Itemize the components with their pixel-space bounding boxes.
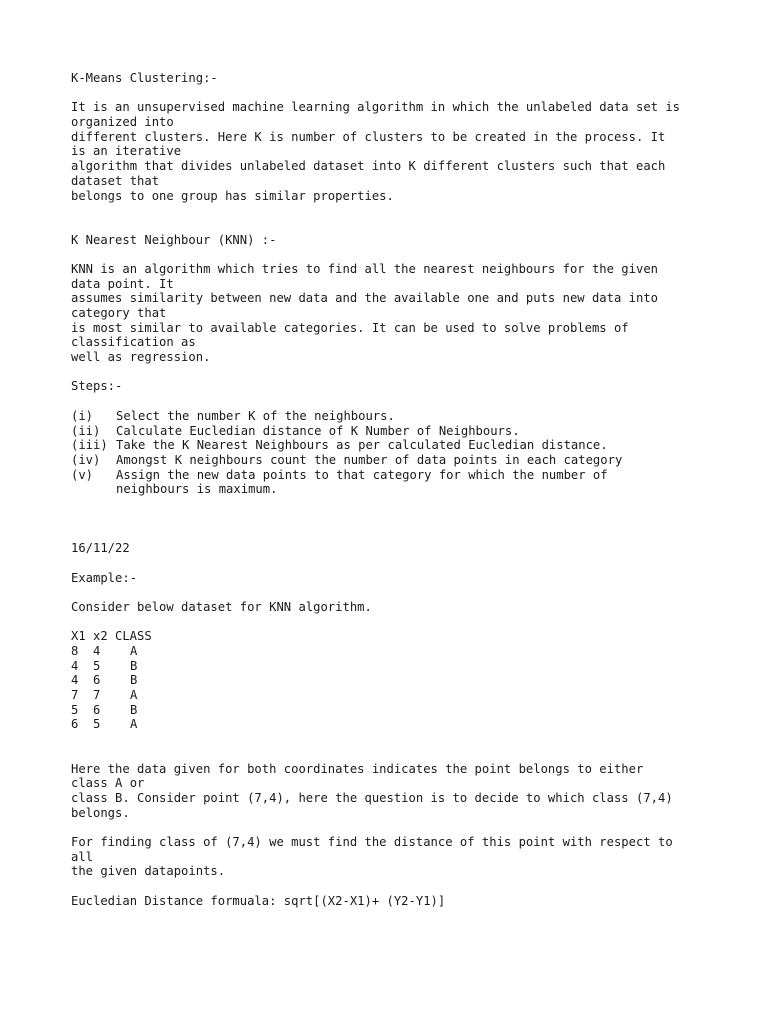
kmeans-paragraph — [71, 100, 711, 203]
table-cell: 6 — [93, 702, 101, 717]
step-item-continuation — [71, 482, 711, 497]
step-number: (i) — [71, 408, 94, 423]
example-paragraph-distance — [71, 835, 711, 879]
table-cell: A — [130, 643, 138, 658]
table-cell: B — [130, 702, 138, 717]
example-paragraph-classes — [71, 762, 711, 821]
table-cell: A — [130, 717, 138, 732]
knn-line: category that — [71, 306, 167, 321]
table-cell: 5 — [93, 717, 101, 732]
table-row — [71, 673, 711, 688]
knn-paragraph — [71, 262, 711, 365]
step-item — [71, 468, 711, 483]
example-line: class B. Consider point (7,4), here the question is to decide to which class (7,4) — [71, 790, 673, 805]
kmeans-line: belongs to one group has similar properties. — [71, 188, 394, 203]
step-item — [71, 424, 711, 439]
kmeans-line: It is an unsupervised machine learning algorithm in which the unlabeled data set is — [71, 100, 681, 115]
kmeans-line: is an iterative — [71, 144, 182, 159]
table-cell: 7 — [93, 688, 101, 703]
step-item — [71, 453, 711, 468]
step-number: (v) — [71, 467, 94, 482]
table-cell: 7 — [71, 688, 79, 703]
example-line: belongs. — [71, 805, 130, 820]
table-cell: B — [130, 673, 138, 688]
step-item — [71, 409, 711, 424]
knn-heading: K Nearest Neighbour (KNN) :- — [71, 232, 277, 247]
date-label: 16/11/22 — [71, 541, 130, 556]
table-cell: 5 — [93, 658, 101, 673]
table-header-cell: CLASS — [115, 629, 152, 644]
example-line: the given datapoints. — [71, 864, 226, 879]
table-row — [71, 644, 711, 659]
step-text: Calculate Eucledian distance of K Number of Neighbours. — [116, 423, 520, 438]
example-line: For finding class of (7,4) we must find the distance of this point with respect to — [71, 835, 673, 850]
steps-heading: Steps:- — [71, 379, 123, 394]
table-header-row — [71, 629, 711, 644]
example-line: class A or — [71, 776, 145, 791]
table-row — [71, 703, 711, 718]
table-cell: 4 — [93, 643, 101, 658]
kmeans-line: dataset that — [71, 173, 160, 188]
step-number: (ii) — [71, 423, 101, 438]
step-text: Assign the new data points to that category for which the number of — [116, 467, 608, 482]
example-intro: Consider below dataset for KNN algorithm. — [71, 599, 372, 614]
knn-line: well as regression. — [71, 350, 211, 365]
knn-line: classification as — [71, 335, 196, 350]
example-line: all — [71, 849, 94, 864]
knn-line: is most similar to available categories. It can be used to solve problems of — [71, 320, 629, 335]
table-cell: 4 — [71, 658, 79, 673]
example-line: Here the data given for both coordinates indicates the point belongs to either — [71, 761, 644, 776]
step-text: neighbours is maximum. — [116, 482, 278, 497]
example-heading: Example:- — [71, 570, 138, 585]
knn-line: data point. It — [71, 276, 174, 291]
steps-list — [71, 409, 711, 497]
kmeans-line: different clusters. Here K is number of clusters to be created in the process. It — [71, 129, 666, 144]
table-header-cell: X1 — [71, 629, 86, 644]
kmeans-line: organized into — [71, 115, 174, 130]
table-cell: 8 — [71, 643, 79, 658]
table-cell: 6 — [71, 717, 79, 732]
step-number: (iv) — [71, 452, 101, 467]
step-number: (iii) — [71, 438, 108, 453]
table-row — [71, 659, 711, 674]
table-cell: 5 — [71, 702, 79, 717]
table-header-cell: x2 — [93, 629, 108, 644]
dataset-table — [71, 629, 711, 732]
knn-line: KNN is an algorithm which tries to find all the nearest neighbours for the given — [71, 261, 658, 276]
table-cell: 4 — [71, 673, 79, 688]
table-cell: A — [130, 688, 138, 703]
table-row — [71, 688, 711, 703]
table-row — [71, 717, 711, 732]
table-cell: 6 — [93, 673, 101, 688]
distance-formula: Eucledian Distance formuala: sqrt[(X2-X1)+ (Y2-Y1)] — [71, 893, 446, 908]
table-cell: B — [130, 658, 138, 673]
kmeans-line: algorithm that divides unlabeled dataset into K different clusters such that each — [71, 159, 666, 174]
step-text: Take the K Nearest Neighbours as per calculated Eucledian distance. — [116, 438, 608, 453]
knn-line: assumes similarity between new data and the available one and puts new data into — [71, 291, 658, 306]
step-text: Amongst K neighbours count the number of data points in each category — [116, 452, 623, 467]
document-page — [71, 71, 711, 908]
kmeans-heading: K-Means Clustering:- — [71, 71, 218, 85]
step-item — [71, 438, 711, 453]
step-text: Select the number K of the neighbours. — [116, 408, 395, 423]
